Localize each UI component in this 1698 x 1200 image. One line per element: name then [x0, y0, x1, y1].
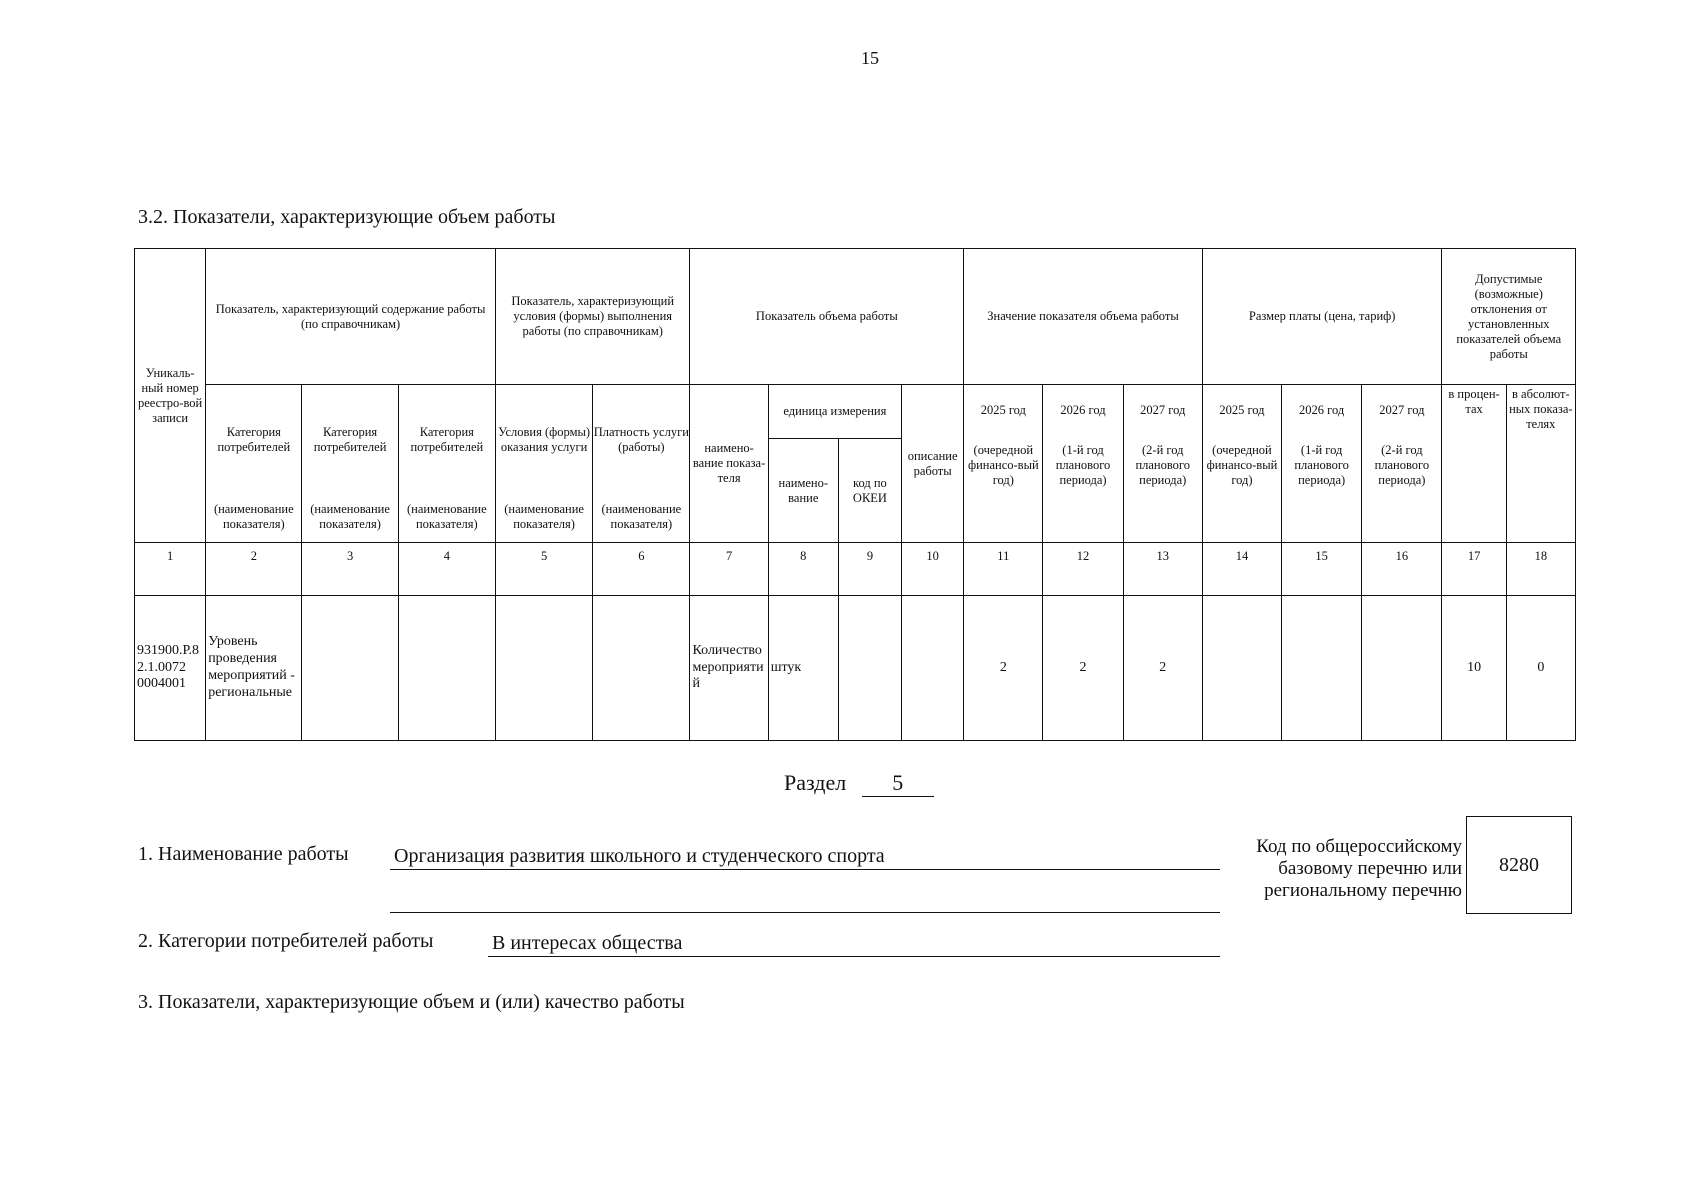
- header-unit-name: наимено-вание: [768, 439, 838, 543]
- header-fee-group: Размер платы (цена, тариф): [1202, 249, 1442, 385]
- indicators-label: 3. Показатели, характеризующие объем и (или) качество работы: [138, 991, 685, 1013]
- header-indicator-name: наимено-вание показа-теля: [690, 385, 768, 543]
- column-number: 10: [902, 543, 964, 596]
- header-payment: [593, 385, 690, 543]
- fee-2025: [1202, 596, 1281, 741]
- header-unit-code: код по ОКЕИ: [838, 439, 901, 543]
- header-unit-group: единица измерения: [768, 385, 901, 439]
- category-3-label: Категория потребителей: [410, 425, 484, 454]
- header-content-group: Показатель, характеризующий содержание работы (по справочникам): [206, 249, 496, 385]
- section-heading: [784, 770, 934, 797]
- section-title: 3.2. Показатели, характеризующие объем работы: [138, 206, 556, 228]
- payment-value: [593, 596, 690, 741]
- deviation-absolute: 0: [1506, 596, 1575, 741]
- table-row: [135, 596, 1576, 741]
- work-name-value: Организация развития школьного и студенческого спорта: [390, 843, 1220, 870]
- fee-2026-desc: (1-й год планового периода): [1294, 443, 1349, 487]
- value-2027-year: 2027 год: [1140, 403, 1186, 417]
- header-value-group: Значение показателя объема работы: [964, 249, 1203, 385]
- column-numbers-row: [135, 543, 1576, 596]
- value-2025-desc: (очередной финансо-вый год): [967, 443, 1039, 487]
- column-number: 1: [135, 543, 206, 596]
- consumer-category-2: [302, 596, 398, 741]
- header-deviation-group: Допустимые (возможные) отклонения от установленных показателей объема работы: [1442, 249, 1576, 385]
- header-conditions: [495, 385, 592, 543]
- page-number: 15: [861, 48, 879, 68]
- column-number: 17: [1442, 543, 1506, 596]
- code-value: 8280: [1499, 853, 1539, 876]
- category-3-note: (наименование показателя): [406, 502, 487, 531]
- value-2027: 2: [1123, 596, 1202, 741]
- deviation-percent: 10: [1442, 596, 1506, 741]
- fee-2025-year: 2025 год: [1219, 403, 1265, 417]
- section-label: Раздел: [784, 770, 847, 795]
- registry-number: 931900.Р.82.1.0072 0004001: [135, 596, 206, 741]
- column-number: 6: [593, 543, 690, 596]
- header-category-2: [302, 385, 398, 543]
- fee-2026-year: 2026 год: [1299, 403, 1345, 417]
- conditions-note: (наименование показателя): [504, 502, 584, 531]
- header-deviation-absolute: в абсолют-ных показа-телях: [1506, 385, 1575, 543]
- header-conditions-group: Показатель, характеризующий условия (формы) выполнения работы (по справочникам): [495, 249, 690, 385]
- column-number: 2: [206, 543, 302, 596]
- header-volume-group: Показатель объема работы: [690, 249, 964, 385]
- work-name-label: 1. Наименование работы: [138, 843, 349, 865]
- header-deviation-percent: в процен-тах: [1442, 385, 1506, 543]
- column-number: 14: [1202, 543, 1281, 596]
- unit-code: [838, 596, 901, 741]
- fee-2027-year: 2027 год: [1379, 403, 1425, 417]
- payment-label: Платность услуги (работы): [593, 425, 689, 454]
- header-value-2025: [964, 385, 1043, 543]
- column-number: 3: [302, 543, 398, 596]
- column-number: 4: [398, 543, 495, 596]
- header-value-2026: [1043, 385, 1123, 543]
- header-category-1: [206, 385, 302, 543]
- column-number: 9: [838, 543, 901, 596]
- column-number: 18: [1506, 543, 1575, 596]
- conditions-label: Условия (формы) оказания услуги: [498, 425, 591, 454]
- value-2026-desc: (1-й год планового периода): [1055, 443, 1111, 487]
- fee-2026: [1282, 596, 1362, 741]
- category-1-note: (наименование показателя): [213, 502, 294, 531]
- header-category-3: [398, 385, 495, 543]
- code-label: Код по общероссийскому базовому перечню или региональному перечню: [1256, 836, 1462, 901]
- fee-2025-desc: (очередной финансо-вый год): [1206, 443, 1278, 487]
- payment-note: (наименование показателя): [601, 502, 682, 531]
- value-2027-desc: (2-й год планового периода): [1135, 443, 1191, 487]
- header-fee-2026: [1282, 385, 1362, 543]
- column-number: 7: [690, 543, 768, 596]
- column-number: 8: [768, 543, 838, 596]
- fee-2027: [1362, 596, 1442, 741]
- header-unique-number: Уникаль-ный номер реестро-вой записи: [135, 249, 206, 543]
- column-number: 12: [1043, 543, 1123, 596]
- column-number: 16: [1362, 543, 1442, 596]
- indicator-name: Количество мероприятий: [690, 596, 768, 741]
- category-1-label: Категория потребителей: [217, 425, 291, 454]
- category-2-label: Категория потребителей: [313, 425, 387, 454]
- volume-indicators-table: [134, 248, 1576, 741]
- value-2025-year: 2025 год: [980, 403, 1026, 417]
- value-2025: 2: [964, 596, 1043, 741]
- work-description: [902, 596, 964, 741]
- consumers-label: 2. Категории потребителей работы: [138, 930, 434, 952]
- header-fee-2025: [1202, 385, 1281, 543]
- consumer-category-3: [398, 596, 495, 741]
- column-number: 13: [1123, 543, 1202, 596]
- code-box: [1466, 816, 1572, 914]
- consumer-category-1: Уровень проведения мероприятий - региональные: [206, 596, 302, 741]
- category-2-note: (наименование показателя): [310, 502, 390, 531]
- column-number: 15: [1282, 543, 1362, 596]
- header-work-description: описание работы: [902, 385, 964, 543]
- header-fee-2027: [1362, 385, 1442, 543]
- value-2026-year: 2026 год: [1060, 403, 1106, 417]
- fee-2027-desc: (2-й год планового периода): [1374, 443, 1430, 487]
- value-2026: 2: [1043, 596, 1123, 741]
- section-number: 5: [862, 770, 934, 797]
- unit-name: штук: [768, 596, 838, 741]
- header-value-2027: [1123, 385, 1202, 543]
- column-number: 11: [964, 543, 1043, 596]
- conditions-value: [495, 596, 592, 741]
- work-name-underline: [390, 912, 1220, 913]
- consumers-value: В интересах общества: [488, 930, 1220, 957]
- column-number: 5: [495, 543, 592, 596]
